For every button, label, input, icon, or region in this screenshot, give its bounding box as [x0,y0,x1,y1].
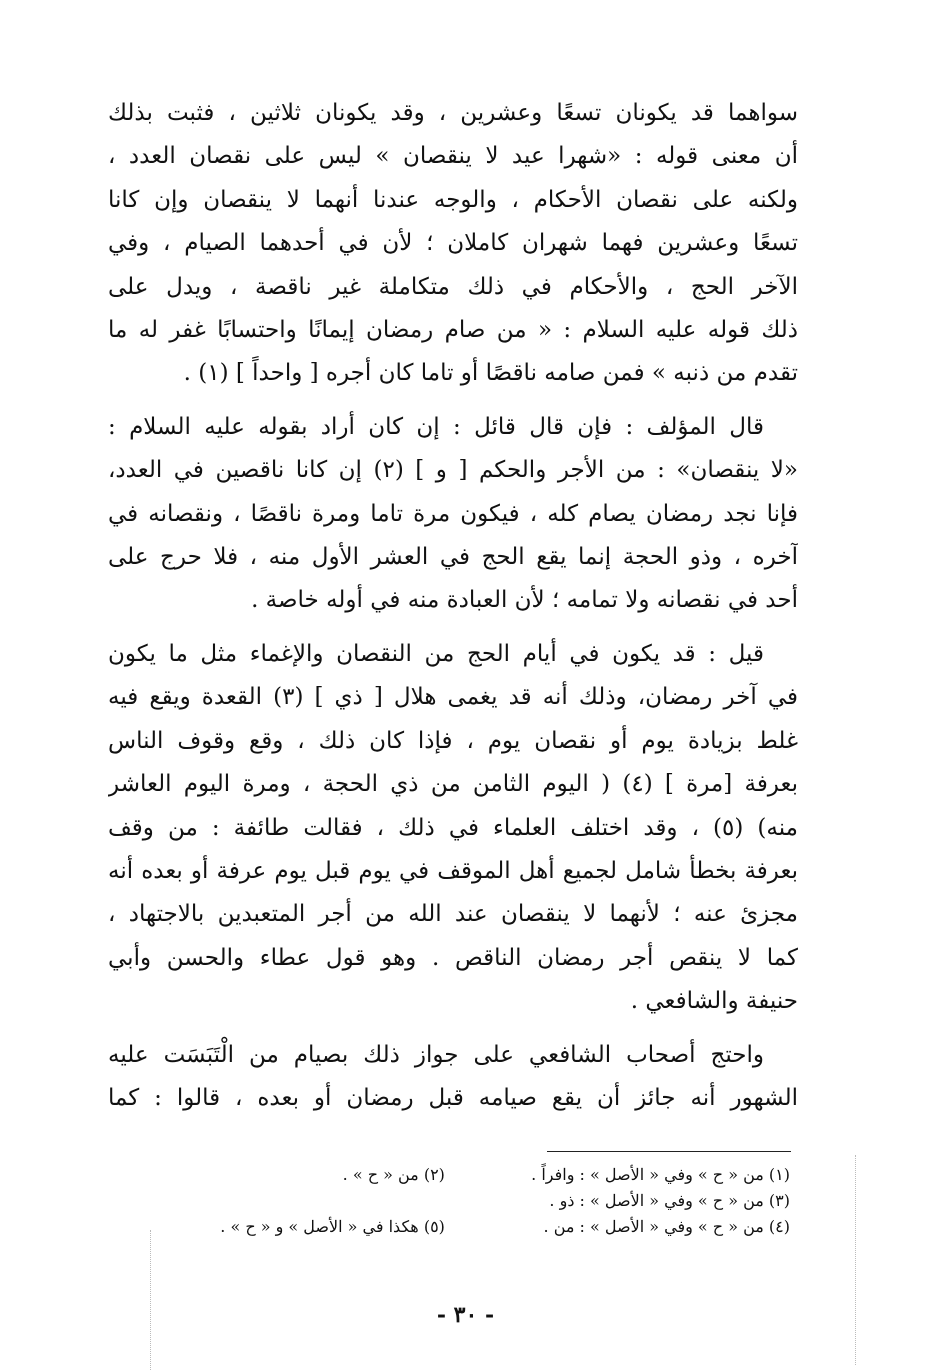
paragraph-1 [108,92,798,396]
scan-artifact-right [855,1155,862,1365]
footnotes [120,1162,790,1240]
footnote-separator [547,1151,791,1152]
paragraph-2 [108,406,798,623]
text-line: الآخر الحج ، والأحكام في ذلك متكاملة غير ناقصة ، ويدل على [108,273,798,300]
text-line: تسعًا وعشرين فهما شهران كاملان ؛ لأن في أحدهما الصيام ، وفي [108,230,798,257]
text-line: فإنا نجد رمضان يصام كله ، فيكون مرة تاما ومرة ناقصًا ، ونقصانه في [108,500,798,527]
footnote-row [120,1162,790,1188]
text-line: قال المؤلف : فإن قال قائل : إن كان أراد بقوله عليه السلام : [108,413,764,440]
text-line: حنيفة والشافعي . [630,988,798,1015]
text-line: ولكنه على نقصان الأحكام ، والوجه عندنا أنهما لا ينقصان وإن كانا [108,186,798,213]
main-text [108,92,798,1120]
footnote-4: (٤) من « ح » وفي « الأصل » : من . [543,1217,790,1236]
text-line: «لا ينقصان» : من الأجر والحكم [ و ] (٢) إن كانا ناقصين في العدد، [108,457,798,484]
paragraph-gap [108,1024,798,1034]
page-number: - ٣٠ - [436,1302,495,1328]
text-line: أن معنى قوله : «شهرا عيد لا ينقصان » ليس على نقصان العدد ، [108,143,798,170]
footnote-2: (٢) من « ح » . [342,1165,445,1184]
text-line: آخره ، وذو الحجة إنما يقع الحج في العشر الأول منه ، فلا حرج على [108,544,798,571]
scan-artifact-left [150,1230,157,1370]
text-line: منه) (٥) ، وقد اختلف العلماء في ذلك ، فقالت طائفة : من وقف [108,814,798,841]
text-line: كما لا ينقص أجر رمضان الناقص . وهو قول عطاء والحسن وأبي [108,944,798,971]
text-line: في آخر رمضان، وذلك أنه قد يغمى هلال [ ذي ] (٣) القعدة ويقع فيه [108,684,798,711]
footnote-5: (٥) هكذا في « الأصل » و « ح » . [220,1217,445,1236]
footnote-1: (١) من « ح » وفي « الأصل » : وافراً . [531,1165,790,1184]
text-line: تقدم من ذنبه » فمن صامه ناقصًا أو تاما كان أجره [ واحداً ] (١) . [183,360,798,387]
footnote-3: (٣) من « ح » وفي « الأصل » : ذو . [549,1191,790,1210]
text-line: واحتج أصحاب الشافعي على جواز ذلك بصيام من الْتَبَسَت عليه [108,1041,764,1068]
text-line: غلط بزيادة يوم أو نقصان يوم ، فإذا كان ذلك ، وقع وقوف الناس [108,727,798,754]
text-line: سواهما قد يكونان تسعًا وعشرين ، وقد يكونان ثلاثين ، فثبت بذلك [108,100,798,126]
text-line: ذلك قوله عليه السلام : « من صام رمضان إيمانًا واحتسابًا غفر له ما [108,317,798,344]
text-line: بعرفة بخطأ شامل لجميع أهل الموقف في يوم قبل يوم عرفة أو بعده أنه [108,857,798,884]
footnote-row [120,1214,790,1240]
text-line: قيل : قد يكون في أيام الحج من النقصان والإغماء مثل ما يكون [108,640,764,667]
text-line: الشهور أنه جائز أن يقع صيامه قبل رمضان أو بعده ، قالوا : كما [108,1084,798,1111]
text-line: بعرفة [مرة ] (٤) ( اليوم الثامن من ذي الحجة ، ومرة اليوم العاشر [108,771,798,798]
paragraph-3 [108,633,798,1024]
paragraph-4 [108,1034,798,1121]
footnote-row [120,1188,790,1214]
text-line: أحد في نقصانه ولا تمامه ؛ لأن العبادة منه في أوله خاصة . [251,587,798,614]
paragraph-gap [108,623,798,633]
text-line: مجزئ عنه ؛ لأنهما لا ينقصان عند الله من أجر المتعبدين بالاجتهاد ، [108,901,798,928]
paragraph-gap [108,396,798,406]
